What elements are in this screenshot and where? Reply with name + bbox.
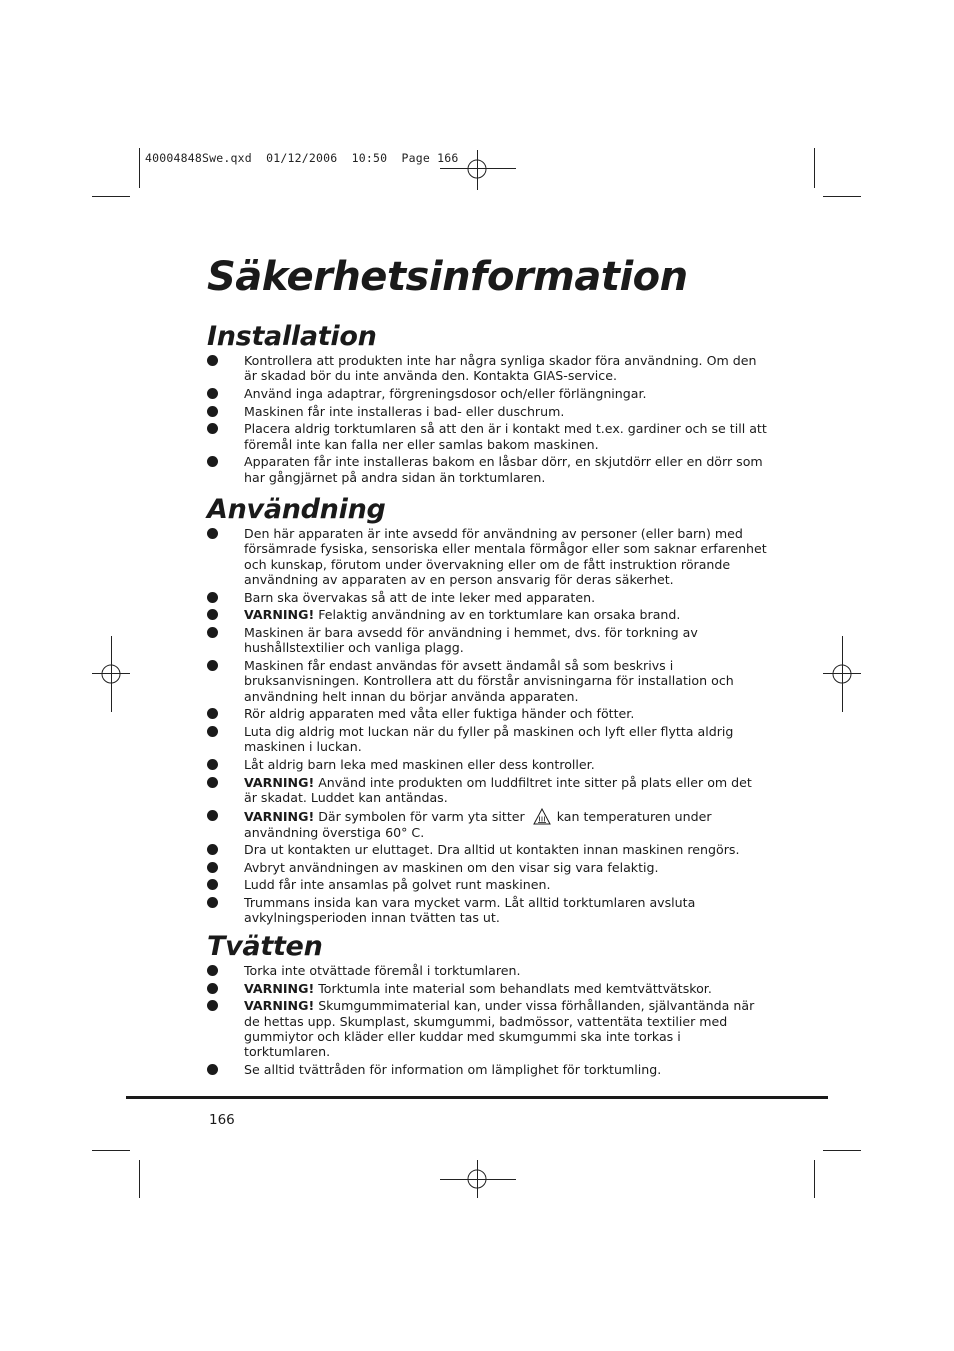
bullet-icon: [207, 627, 218, 638]
bullet-icon: [207, 355, 218, 366]
list-item: [207, 775, 767, 806]
item-text: Se alltid tvättråden för information om lämplighet för torktumling.: [244, 1062, 662, 1077]
bullet-icon: [207, 1000, 218, 1011]
list-item: [207, 353, 767, 384]
item-text: Torka inte otvättade föremål i torktumlaren.: [244, 963, 521, 978]
bullet-icon: [207, 406, 218, 417]
list-item: [207, 404, 767, 419]
bullet-icon: [207, 965, 218, 976]
warning-label: VARNING!: [244, 980, 315, 996]
list-item: [207, 658, 767, 704]
bullet-list: [207, 353, 767, 485]
bullet-icon: [207, 1064, 218, 1075]
bullet-icon: [207, 609, 218, 620]
item-text: Maskinen är bara avsedd för användning i hemmet, dvs. för torkning av hushållstextilier och vanliga plagg.: [244, 625, 698, 656]
registration-mark-icon: [92, 655, 130, 693]
item-text: Låt aldrig barn leka med maskinen eller dess kontroller.: [244, 757, 595, 772]
section-heading: Tvätten: [207, 931, 323, 962]
bullet-icon: [207, 708, 218, 719]
bullet-icon: [207, 423, 218, 434]
bullet-icon: [207, 726, 218, 737]
bullet-icon: [207, 844, 218, 855]
crop-mark: [92, 196, 130, 197]
bullet-icon: [207, 759, 218, 770]
crop-mark: [814, 148, 815, 188]
item-text: Använd inga adaptrar, förgreningsdosor och/eller förlängningar.: [244, 386, 647, 401]
bullet-list: [207, 963, 767, 1077]
section-tvatten: [207, 931, 767, 1080]
list-item: [207, 724, 767, 755]
item-text: Dra ut kontakten ur eluttaget. Dra alltid ut kontakten innan maskinen rengörs.: [244, 842, 740, 858]
list-item: [207, 981, 767, 996]
list-item: [207, 526, 767, 588]
bullet-icon: [207, 777, 218, 788]
bullet-icon: [207, 592, 218, 603]
list-item: [207, 1062, 767, 1077]
item-text: kan temperaturen under användning överstiga 60° C.: [244, 808, 712, 840]
list-item: [207, 454, 767, 485]
item-text: Avbryt användningen av maskinen om den visar sig vara felaktig.: [244, 859, 659, 875]
registration-mark-icon: [823, 655, 861, 693]
item-text: Använd inte produkten om luddfiltret inte sitter på plats eller om det är skadat. Luddet kan antändas.: [244, 774, 752, 805]
crop-mark: [823, 196, 861, 197]
crop-mark: [823, 1150, 861, 1151]
footer-rule: [126, 1096, 828, 1099]
item-text: Rör aldrig apparaten med våta eller fuktiga händer och fötter.: [244, 706, 635, 722]
crop-mark: [139, 1160, 140, 1198]
item-text: Ludd får inte ansamlas på golvet runt maskinen.: [244, 877, 551, 893]
bullet-icon: [207, 528, 218, 539]
list-item: [207, 895, 767, 926]
section-installation: [207, 321, 767, 487]
list-item: [207, 808, 767, 840]
warning-label: VARNING!: [244, 607, 315, 623]
page-number: 166: [209, 1112, 235, 1128]
list-item: [207, 842, 767, 857]
item-text: Luta dig aldrig mot luckan när du fyller på maskinen och lyft eller flytta aldrig maskinen i luckan.: [244, 724, 734, 755]
item-text: Kontrollera att produkten inte har några synliga skador föra användning. Om den är skadad bör du inte använda den. Kontakta GIAS-service.: [244, 353, 757, 384]
list-item: [207, 757, 767, 772]
bullet-icon: [207, 897, 218, 908]
section-anvandning: [207, 494, 767, 928]
item-text: Felaktig användning av en torktumlare kan orsaka brand.: [314, 607, 681, 623]
bullet-icon: [207, 660, 218, 671]
registration-mark-icon: [458, 1160, 496, 1198]
list-item: [207, 625, 767, 656]
crop-mark: [814, 1160, 815, 1198]
warning-label: VARNING!: [244, 774, 315, 790]
item-text: Trummans insida kan vara mycket varm. Låt alltid torktumlaren avsluta avkylningsperioden innan tvätten tas ut.: [244, 894, 696, 926]
warning-label: VARNING!: [244, 808, 315, 824]
list-item: [207, 963, 767, 978]
bullet-icon: [207, 879, 218, 890]
item-text: Den här apparaten är inte avsedd för användning av personer (eller barn) med försämrade fysiska, sensoriska eller mentala förmågor eller som saknar erfarenhet och kunskap, förutom under övervakning eller om de fått instruktion rörande användning av apparaten av en person ansvarig för deras säkerhet.: [244, 526, 767, 588]
hot-surface-icon: [533, 808, 551, 825]
registration-mark-icon: [458, 150, 496, 188]
list-item: [207, 590, 767, 605]
item-text: Maskinen får endast användas för avsett ändamål så som beskrivs i bruksanvisningen. Kontrollera att du förstår anvisningarna för installation och användning helt innan du börjar använda apparaten.: [244, 658, 734, 704]
list-item: [207, 607, 767, 622]
list-item: [207, 386, 767, 401]
item-text: Barn ska övervakas så att de inte leker med apparaten.: [244, 589, 596, 605]
page-title: Säkerhetsinformation: [207, 254, 688, 300]
list-item: [207, 998, 767, 1060]
list-item: [207, 860, 767, 875]
bullet-icon: [207, 388, 218, 399]
item-text: Skumgummimaterial kan, under vissa förhållanden, självantända när de hettas upp. Skumplast, skumgummi, badmössor, vattentäta textilier med gummiytor och kläder eller kuddar med skumgummi ska inte torkas i torktumlaren.: [244, 998, 755, 1060]
item-text: Maskinen får inte installeras i bad- eller duschrum.: [244, 403, 565, 419]
print-slug: 40004848Swe.qxd 01/12/2006 10:50 Page 166: [145, 151, 459, 165]
bullet-icon: [207, 862, 218, 873]
warning-label: VARNING!: [244, 998, 315, 1014]
item-text: Torktumla inte material som behandlats med kemtvättvätskor.: [314, 980, 712, 996]
item-text: Där symbolen för varm yta sitter: [314, 808, 525, 824]
list-item: [207, 421, 767, 452]
crop-mark: [139, 148, 140, 188]
section-heading: Användning: [207, 494, 386, 525]
bullet-icon: [207, 456, 218, 467]
bullet-list: [207, 526, 767, 926]
item-text: Placera aldrig torktumlaren så att den är i kontakt med t.ex. gardiner och se till att föremål inte kan falla ner eller samlas bakom maskinen.: [244, 421, 767, 452]
bullet-icon: [207, 810, 218, 821]
list-item: [207, 877, 767, 892]
bullet-icon: [207, 983, 218, 994]
item-text: Apparaten får inte installeras bakom en låsbar dörr, en skjutdörr eller en dörr som har gångjärnet på andra sidan än torktumlaren.: [244, 454, 763, 485]
crop-mark: [92, 1150, 130, 1151]
list-item: [207, 706, 767, 721]
section-heading: Installation: [207, 321, 377, 352]
